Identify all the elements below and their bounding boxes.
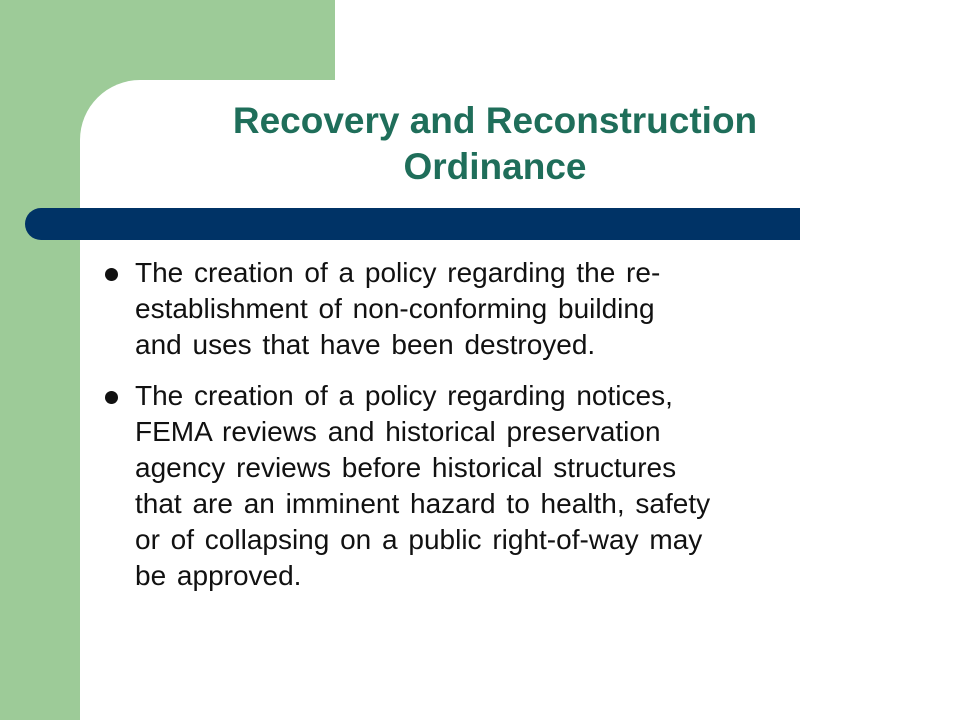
title-line-2: Ordinance xyxy=(403,146,587,187)
bullet-text-line: that are an imminent hazard to health, safety xyxy=(135,488,711,519)
bullet-text-line: FEMA reviews and historical preservation xyxy=(135,416,661,447)
title-divider-bar xyxy=(25,208,800,240)
bullet-text-line: establishment of non-conforming building xyxy=(135,293,655,324)
bullet-text-line: and uses that have been destroyed. xyxy=(135,329,596,360)
bullet-item xyxy=(100,255,840,363)
title-line-1: Recovery and Reconstruction xyxy=(232,100,758,141)
bullet-dot-icon xyxy=(105,268,118,281)
bullet-text-line: The creation of a policy regarding notices, xyxy=(135,380,673,411)
bullet-text-line: be approved. xyxy=(135,560,302,591)
bullet-text-line: agency reviews before historical structures xyxy=(135,452,677,483)
bullet-dot-icon xyxy=(105,391,118,404)
bullet-text-line: or of collapsing on a public right-of-way may xyxy=(135,524,703,555)
bullet-text-line: The creation of a policy regarding the re- xyxy=(135,257,661,288)
bullet-item xyxy=(100,378,840,594)
bullet-list xyxy=(100,255,840,609)
slide-title xyxy=(120,98,870,190)
